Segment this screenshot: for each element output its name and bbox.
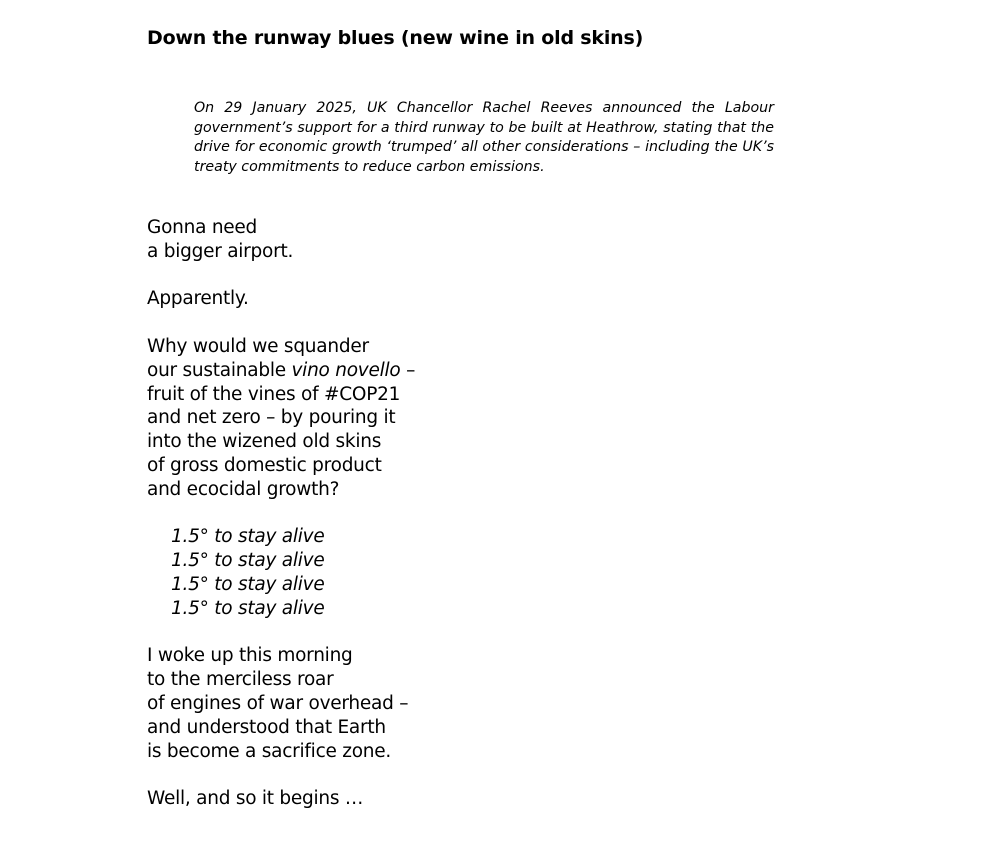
refrain-line: 1.5° to stay alive xyxy=(171,526,325,548)
poem-line: fruit of the vines of #COP21 xyxy=(147,383,401,405)
poem-line: into the wizened old skins xyxy=(147,431,382,453)
poem-line: of engines of war overhead – xyxy=(147,692,409,714)
poem-line: Gonna need xyxy=(147,217,258,238)
poem-line: to the merciless roar xyxy=(147,669,334,691)
poem-title: Down the runway blues (new wine in old skins) xyxy=(147,27,644,49)
stanza-1 xyxy=(147,216,415,264)
italic-phrase: vino novello xyxy=(291,359,401,381)
poem-line xyxy=(147,359,415,383)
epigraph: On 29 January 2025, UK Chancellor Rachel Reeves announced the Labour government’s support for a third runway to be built at Heathrow, stating that the drive for economic growth ‘trumped’ all other considerations – including the UK’s treaty commitments to reduce carbon emissions. xyxy=(194,100,774,175)
poem-line: Why would we squander xyxy=(147,335,369,357)
poem-line: I woke up this morning xyxy=(147,645,353,667)
poem-line: Well, and so it begins … xyxy=(147,788,364,810)
stanza-3 xyxy=(147,335,415,502)
refrain-stanza xyxy=(147,525,415,620)
poem-line: Apparently. xyxy=(147,288,249,310)
stanza-5 xyxy=(147,644,415,763)
poem-line: and net zero – by pouring it xyxy=(147,407,396,429)
refrain-line: 1.5° to stay alive xyxy=(171,550,325,572)
refrain-line: 1.5° to stay alive xyxy=(171,597,325,619)
poem-line: of gross domestic product xyxy=(147,454,382,476)
poem-line-text: – xyxy=(400,359,416,381)
poem-line: and understood that Earth xyxy=(147,716,386,738)
poem-body xyxy=(147,216,415,811)
poem-line: is become a sacrifice zone. xyxy=(147,740,392,762)
poem-line: a bigger airport. xyxy=(147,240,294,262)
poem-line-text: our sustainable xyxy=(147,359,292,381)
refrain-line: 1.5° to stay alive xyxy=(171,573,325,595)
poem-line: and ecocidal growth? xyxy=(147,478,340,500)
stanza-6 xyxy=(147,787,415,811)
stanza-2 xyxy=(147,287,415,311)
